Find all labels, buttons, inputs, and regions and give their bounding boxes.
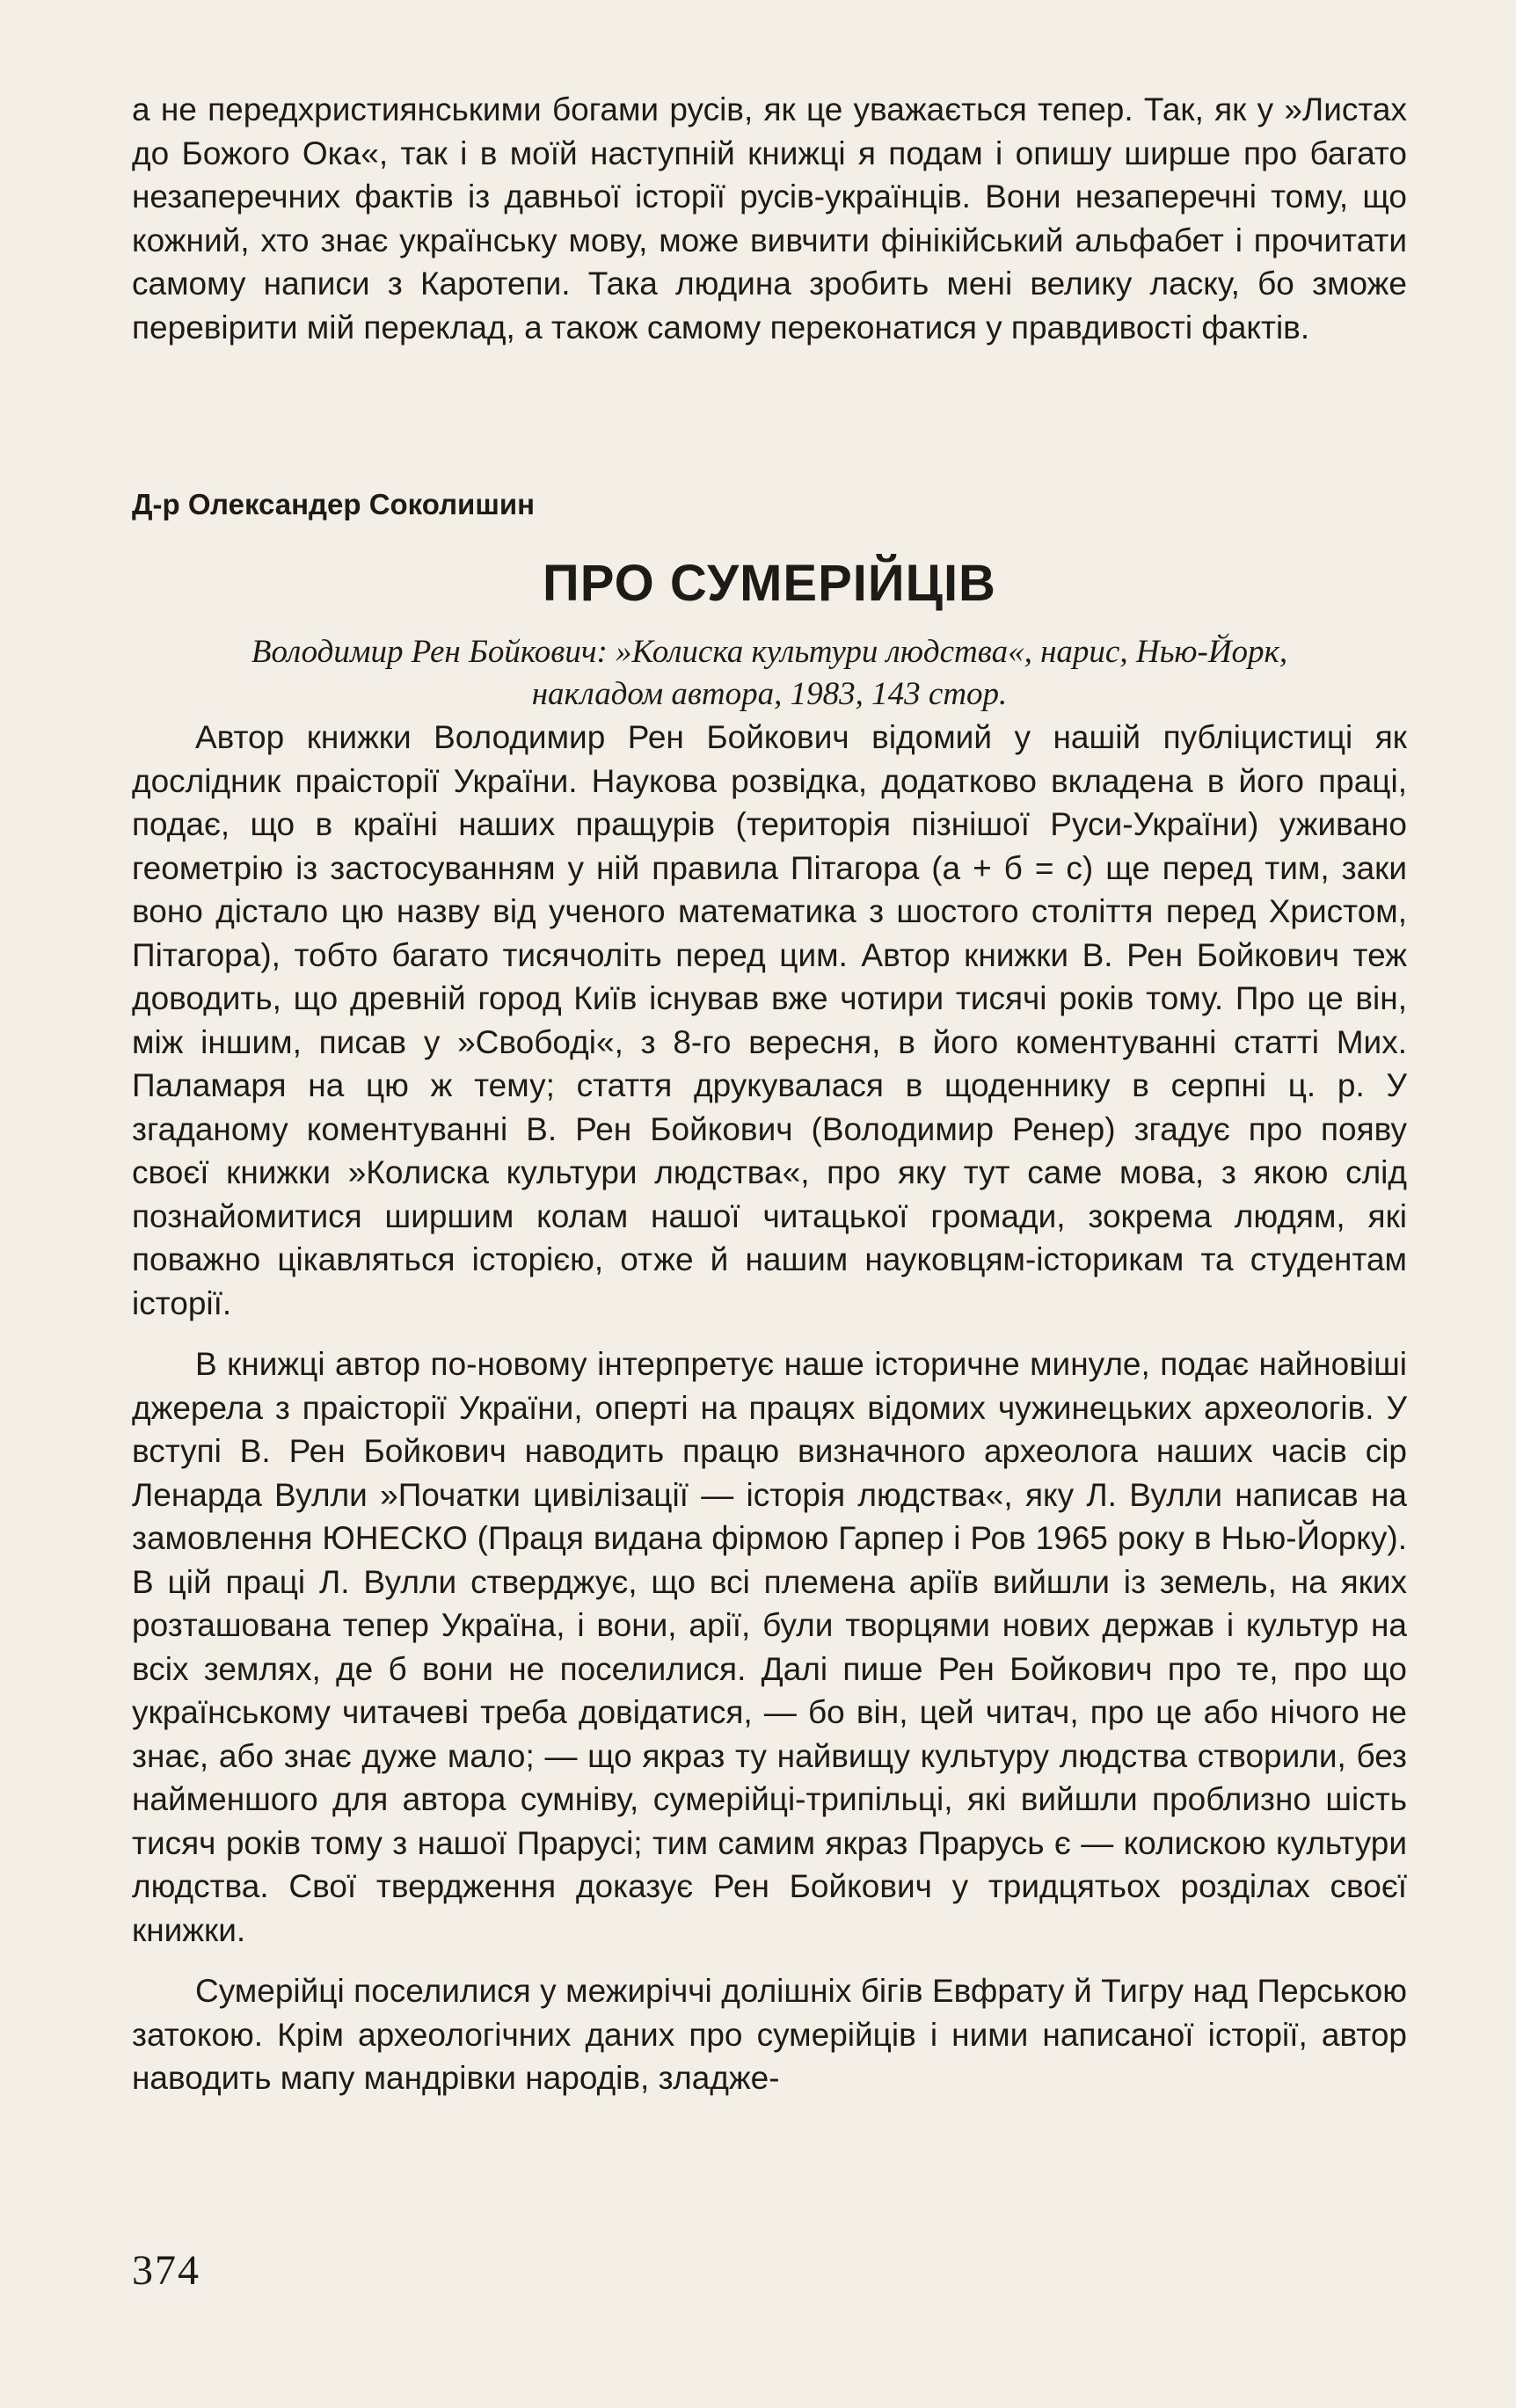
subtitle-line-2: накладом автора, 1983, 143 стор.: [531, 676, 1008, 712]
article-author: Д-р Олександер Соколишин: [132, 488, 536, 520]
book-page: [132, 88, 1407, 2096]
intro-paragraph: а не передхристиянськими богами русів, як це уважається тепер. Так, як у »Листах до Божого Ока«, так і в моїй наступній книжці я подам і опишу ширше про багато незаперечних фактів із давньої історії русів-українців. Вони незаперечні тому, що кожний, хто знає українську мову, може вивчити фінікійський альфабет і прочитати самому написи з Каротепи. Така людина зробить мені велику ласку, бо зможе перевірити мій переклад, а також самому переконатися у правдивості фактів.: [132, 91, 1407, 346]
article-body: [132, 716, 1407, 2100]
subtitle-line-1: Володимир Рен Бойкович: »Колиска культури людства«, нарис, Нью-Йорк,: [251, 634, 1288, 670]
page-number: 374: [132, 2247, 200, 2294]
body-paragraph-1: Автор книжки Володимир Рен Бойкович відомий у нашій публіцистиці як дослідник праісторії України. Наукова розвідка, додатково вкладена в його праці, подає, що в країні наших пращурів (територія пізнішої Руси-України) уживано геометрію із застосуванням у ній правила Пітагора (а + б = с) ще перед тим, заки воно дістало цю назву від ученого математика з шостого століття перед Христом, Пітагора), тобто багато тисячоліть перед цим. Автор книжки В. Рен Бойкович теж доводить, що древній город Київ існував вже чотири тисячі років тому. Про це він, між іншим, писав у »Свободі«, з 8-го вересня, в його коментуванні статті Мих. Паламаря на цю ж тему; стаття друкувалася в щоденнику в серпні ц. р. У згаданому коментуванні В. Рен Бойкович (Володимир Ренер) згадує про появу своєї книжки »Колиска культури людства«, про яку тут саме мова, з якою слід познайомитися ширшим колам нашої читацької громади, зокрема людям, які поважно цікавляться історією, отже й нашим науковцям-історикам та студентам історії.: [132, 719, 1407, 1321]
body-paragraph-3: Сумерійці поселилися у межиріччі долішніх бігів Евфрату й Тигру над Перською затокою. Крім археологічних даних про сумерійців і ними написаної історії, автор наводить мапу мандрівки народів, зладже-: [132, 1973, 1407, 2096]
article-subtitle: [132, 631, 1407, 716]
article-title: ПРО СУМЕРІЙЦІВ: [543, 555, 996, 612]
body-paragraph-2: В книжці автор по-новому інтерпретує наше історичне минуле, подає найновіші джерела з праісторії України, оперті на працях відомих чужинецьких археологів. У вступі В. Рен Бойкович наводить працю визначного археолога наших часів сір Ленарда Вулли »Початки цивілізації — історія людства«, яку Л. Вулли написав на замовлення ЮНЕСКО (Праця видана фірмою Гарпер і Ров 1965 року в Нью-Йорку). В цій праці Л. Вулли стверджує, що всі племена аріїв вийшли із земель, на яких розташована тепер Україна, і вони, арії, були творцями нових держав і культур на всіх землях, де б вони не поселилися. Далі пише Рен Бойкович про те, про що українському читачеві треба довідатися, — бо він, цей читач, про це або нічого не знає, або знає дуже мало; — що якраз ту найвищу культуру людства створили, без найменшого для автора сумніву, сумерійці-трипільці, які вийшли проблизно шість тисяч років тому з нашої Прарусі; тим самим якраз Прарусь є — колискою культури людства. Свої твердження доказує Рен Бойкович у тридцятьох розділах своєї книжки.: [132, 1346, 1407, 1948]
